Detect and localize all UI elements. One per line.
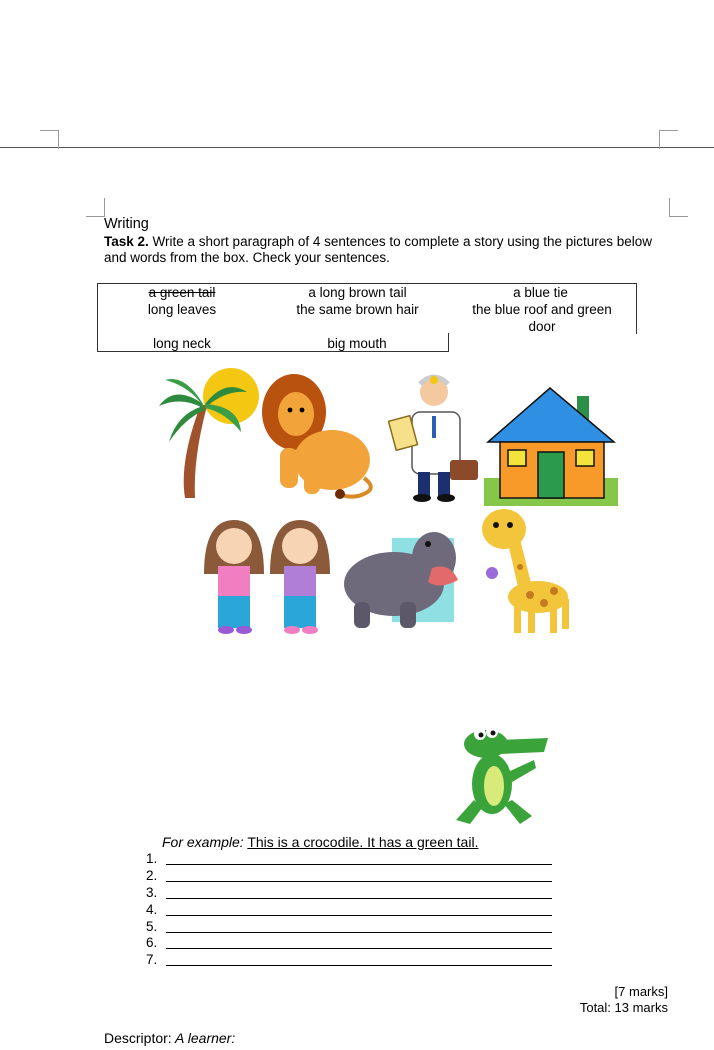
word-long-brown-tail: a long brown tail bbox=[308, 285, 407, 300]
word-a-green-tail: a green tail bbox=[148, 285, 216, 300]
answer-line-4[interactable] bbox=[146, 902, 157, 917]
answer-line-5[interactable] bbox=[146, 919, 157, 934]
palm-tree-sun-picture bbox=[155, 366, 265, 504]
task-instruction bbox=[104, 234, 664, 266]
line-number: 1. bbox=[146, 851, 158, 866]
line-number: 2. bbox=[146, 868, 158, 883]
line-number: 7. bbox=[146, 952, 158, 967]
word-door: door bbox=[528, 319, 556, 334]
task-label: Task 2. bbox=[104, 234, 149, 249]
lion-picture bbox=[260, 372, 386, 504]
page-separator bbox=[0, 147, 714, 148]
answer-line-6[interactable] bbox=[146, 935, 157, 950]
answer-line-3[interactable] bbox=[146, 885, 157, 900]
margin-corner-left bbox=[86, 198, 105, 217]
margin-corner-top-right bbox=[659, 130, 678, 149]
section-heading: Writing bbox=[104, 216, 149, 232]
task-marks: [7 marks] bbox=[614, 984, 668, 999]
hippo-picture bbox=[340, 516, 460, 632]
word-long-neck: long neck bbox=[153, 336, 211, 351]
line-number: 3. bbox=[146, 885, 158, 900]
margin-corner-right bbox=[669, 198, 688, 217]
giraffe-picture bbox=[474, 503, 574, 637]
answer-line-2[interactable] bbox=[146, 868, 157, 883]
margin-corner-top-left bbox=[40, 130, 59, 149]
word-big-mouth: big mouth bbox=[327, 336, 387, 351]
answer-line-1[interactable] bbox=[146, 851, 157, 866]
descriptor bbox=[104, 1030, 235, 1046]
twin-girls-picture bbox=[198, 516, 336, 638]
word-blue-tie: a blue tie bbox=[513, 285, 568, 300]
example-prefix: For example: bbox=[162, 834, 244, 850]
crocodile-picture bbox=[446, 720, 550, 832]
doctor-picture bbox=[388, 372, 486, 506]
word-long-leaves: long leaves bbox=[147, 302, 217, 317]
line-number: 5. bbox=[146, 919, 158, 934]
descriptor-label: Descriptor: bbox=[104, 1030, 172, 1046]
line-number: 6. bbox=[146, 935, 158, 950]
example-sentence bbox=[162, 834, 478, 850]
word-same-brown-hair: the same brown hair bbox=[296, 302, 419, 317]
marks-block bbox=[580, 984, 668, 1016]
word-blue-roof: the blue roof and green bbox=[472, 302, 612, 317]
example-text: This is a crocodile. It has a green tail. bbox=[247, 834, 479, 850]
line-number: 4. bbox=[146, 902, 158, 917]
house-picture bbox=[484, 386, 618, 506]
answer-line-7[interactable] bbox=[146, 952, 157, 967]
total-marks: Total: 13 marks bbox=[579, 1000, 668, 1015]
descriptor-value: A learner: bbox=[171, 1030, 236, 1046]
task-text: Write a short paragraph of 4 sentences to complete a story using the pictures below and words from the box. Check your sentences. bbox=[104, 234, 653, 265]
